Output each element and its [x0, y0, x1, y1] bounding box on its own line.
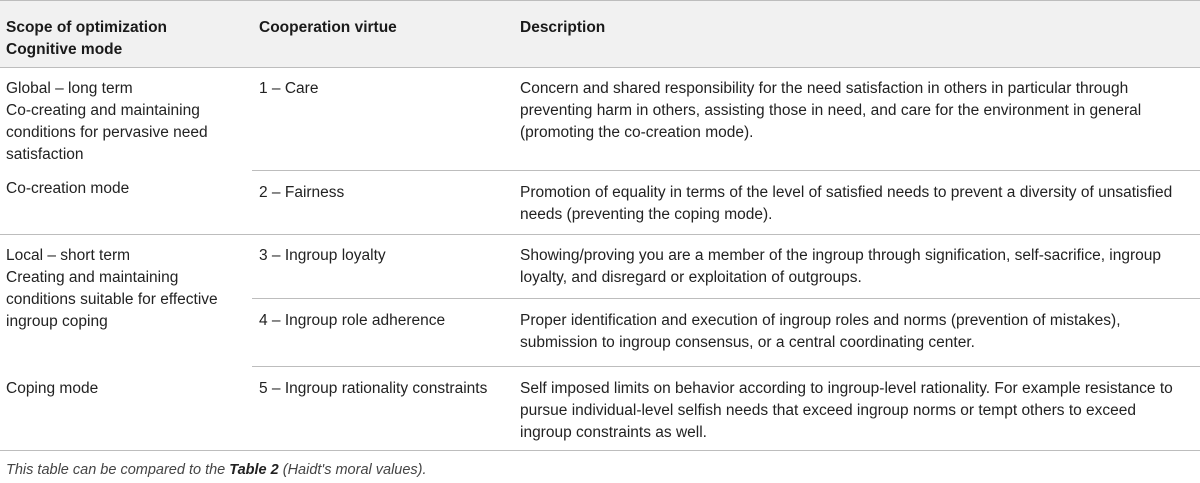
description-line: Self imposed limits on behavior according to ingroup-level rationality. For example resistance to — [520, 380, 1173, 397]
header-virtue: Cooperation virtue — [259, 19, 397, 36]
scope-global-mode: Co-creation mode — [6, 180, 130, 197]
description-line: loyalty, and disregard or exploitation of outgroups. — [520, 269, 862, 286]
footnote-table-reference: Table 2 — [229, 462, 279, 478]
description-line: (promoting the co-creation mode). — [520, 124, 754, 141]
virtue-description — [520, 378, 1173, 444]
description-line: submission to ingroup consensus, or a central coordinating center. — [520, 334, 975, 351]
description-line: preventing harm in others, assisting those in need, and care for the environment in general — [520, 102, 1142, 119]
scope-line: Global – long term — [6, 80, 133, 97]
description-line: Concern and shared responsibility for the need satisfaction in others in particular through — [520, 80, 1129, 97]
scope-local-mode: Coping mode — [6, 380, 99, 397]
table-bottom-rule — [0, 450, 1200, 451]
virtue-label: 4 – Ingroup role adherence — [259, 312, 446, 329]
description-line: Proper identification and execution of ingroup roles and norms (prevention of mistakes), — [520, 312, 1121, 329]
description-line: ingroup constraints as well. — [520, 424, 707, 441]
virtue-description — [520, 182, 1172, 226]
scope-global — [6, 78, 208, 166]
table-header — [0, 0, 1200, 68]
footnote-suffix: (Haidt's moral values). — [278, 462, 427, 478]
header-description: Description — [520, 19, 606, 36]
virtue-description — [520, 310, 1121, 354]
section-divider — [0, 234, 1200, 235]
description-line: pursue individual-level selfish needs that exceed ingroup norms or tempt others to exceed — [520, 402, 1137, 419]
description-line: needs (preventing the coping mode). — [520, 206, 773, 223]
virtue-label: 2 – Fairness — [259, 184, 345, 201]
table-footnote — [6, 459, 427, 481]
scope-local — [6, 245, 218, 333]
header-mode-line: Cognitive mode — [6, 41, 123, 58]
header-scope-line: Scope of optimization — [6, 19, 168, 36]
virtue-label: 3 – Ingroup loyalty — [259, 247, 386, 264]
virtue-label: 5 – Ingroup rationality constraints — [259, 380, 488, 397]
description-line: Showing/proving you are a member of the ingroup through signification, self-sacrifice, ingroup — [520, 247, 1162, 264]
virtue-label: 1 – Care — [259, 80, 319, 97]
row-divider — [252, 366, 1200, 367]
scope-line: Local – short term — [6, 247, 131, 264]
row-divider — [252, 170, 1200, 171]
scope-line: Co-creating and maintaining — [6, 102, 200, 119]
scope-line: satisfaction — [6, 146, 84, 163]
scope-line: conditions for pervasive need — [6, 124, 208, 141]
scope-line: conditions suitable for effective — [6, 291, 218, 308]
header-scope — [6, 17, 167, 61]
description-line: Promotion of equality in terms of the level of satisfied needs to prevent a diversity of unsatisfied — [520, 184, 1173, 201]
footnote-prefix: This table can be compared to the — [6, 462, 230, 478]
virtue-description — [520, 78, 1141, 144]
scope-line: ingroup coping — [6, 313, 108, 330]
scope-line: Creating and maintaining — [6, 269, 179, 286]
virtue-description — [520, 245, 1161, 289]
row-divider — [252, 298, 1200, 299]
